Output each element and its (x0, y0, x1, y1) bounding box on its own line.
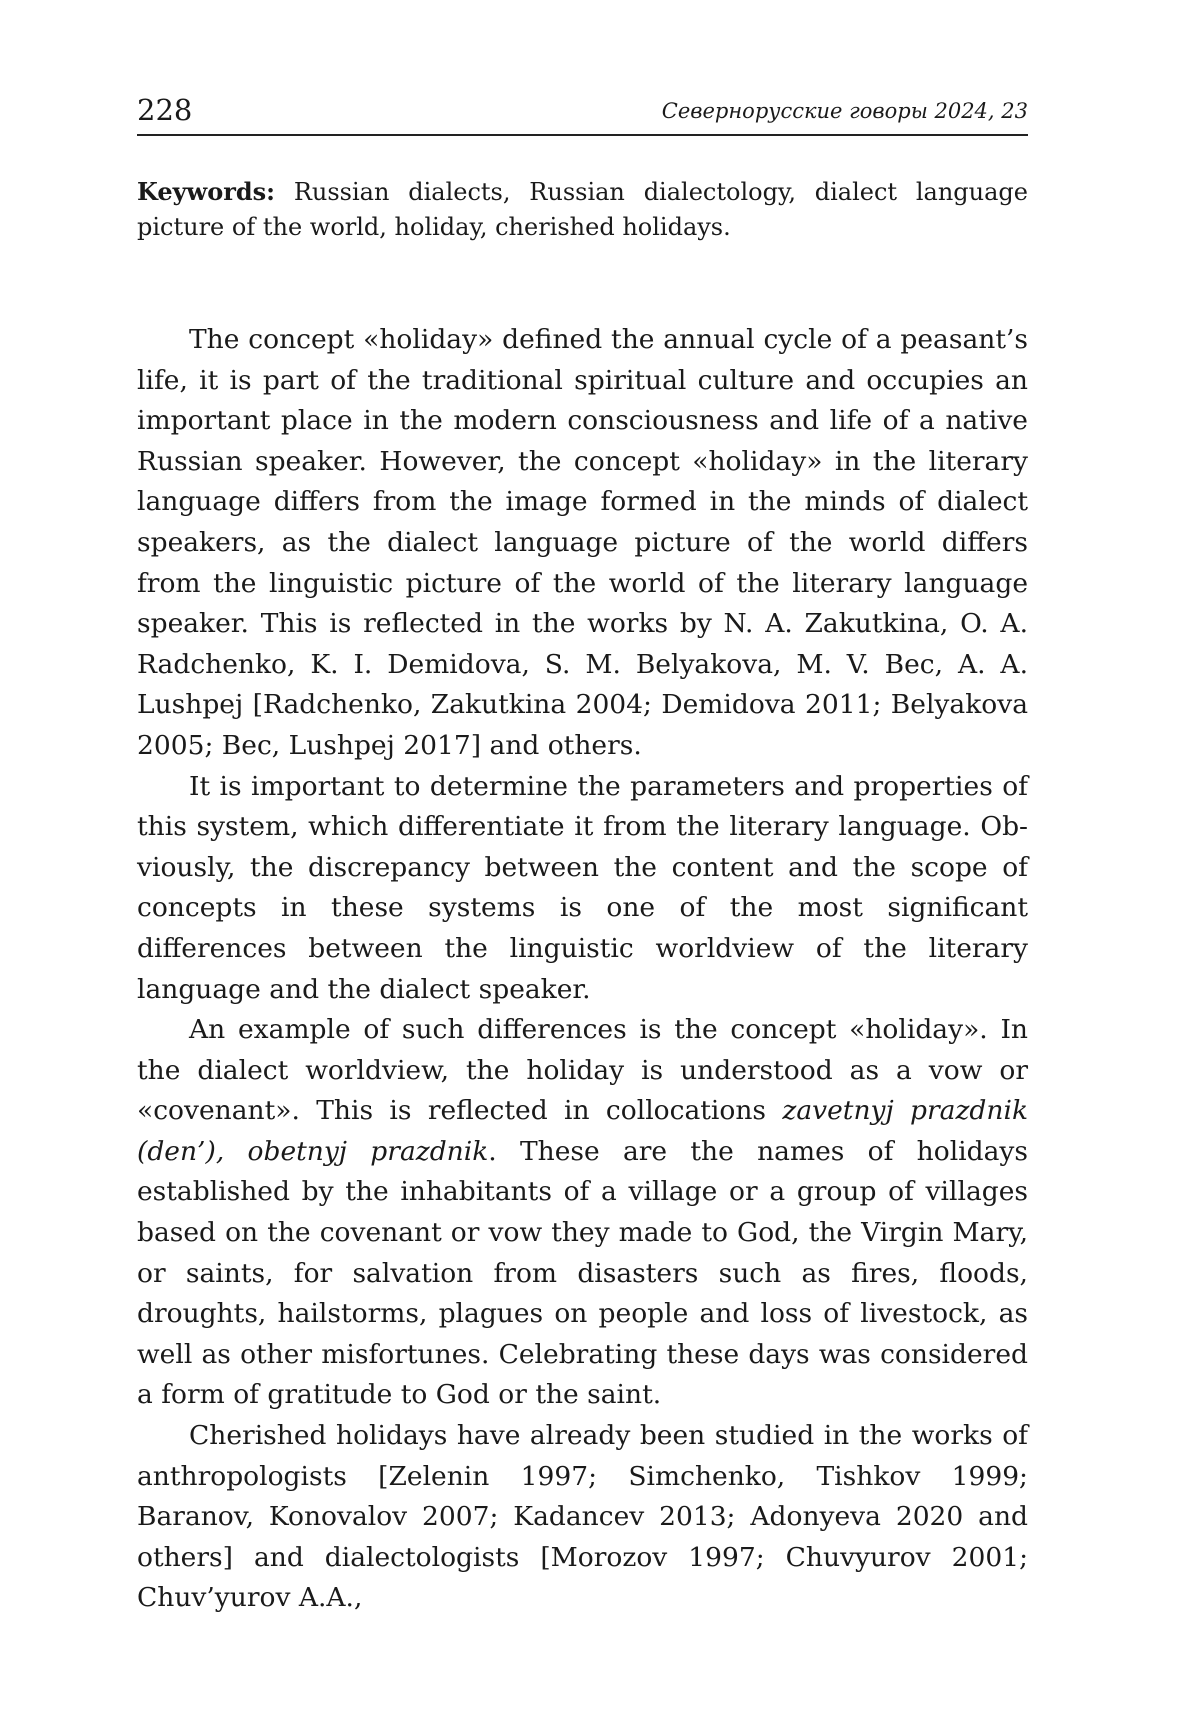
keywords-label: Keywords: (137, 177, 276, 206)
page-header (137, 93, 1028, 136)
article-body (137, 320, 1028, 1619)
paragraph-4: Cherished holidays have already been studied in the works of anthropologists [Zelenin 1997; Simchenko, Tishkov 1999; Baranov, Konovalov 2007; Kadancev 2013; Adonyeva 2020 and others] and dialectologists [Morozov 1997; Chuvyurov 2001; Chuv’yurov A.A., (137, 1420, 1028, 1614)
paragraph-1: The concept «holiday» defined the annual cycle of a peasant’s life, it is part of the traditional spiritual culture and occupies an important place in the modern consciousness and life of a native Russian speaker. However, the concept «holiday» in the literary language differs from the image formed in the minds of dialect speakers, as the dialect language picture of the world differs from the linguistic picture of the world of the literary language speaker. This is reflected in the works by N. A. Zakutkina, O. A. Radchenko, K. I. Demidova, S. M. Belyakova, M. V. Bec, A. A. Lushpej [Radchenko, Zakutkina 2004; Demidova 2011; Belyakova 2005; Bec, Lushpej 2017] and others. (137, 324, 1028, 761)
page (137, 93, 1029, 1619)
paragraph-2: It is important to determine the parameters and properties of this system, which differentiate it from the literary language. Obviously, the discrepancy between the content and the scope of concepts in these systems is one of the most significant differences between the linguistic worldview of the literary language and the dialect speaker. (137, 770, 1028, 1005)
paragraph-3-text-before: An example of such differences is the concept «holiday». In the dialect worldview, the holiday is understood as a vow or «covenant». This is reflected in collocations (137, 1014, 1028, 1127)
page-number: 228 (137, 93, 193, 127)
paragraph-3 (137, 1010, 1028, 1416)
paragraph-3-italic-terms: zavetnyj prazdnik (den’), obetnyj prazdnik (137, 1095, 1029, 1167)
keywords-text: Russian dialects, Russian dialectology, dialect language picture of the world, holiday, cherished holidays. (137, 178, 1028, 241)
paragraph-3-text-after: . These are the names of holidays established by the inhabitants of a village or a group of villages based on the covenant or vow they made to God, the Virgin Mary, or saints, for salvation from disasters such as fires, floods, droughts, hailstorms, plagues on people and loss of livestock, as well as other misfortunes. Celebrating these days was considered a form of gratitude to God or the saint. (137, 1135, 1028, 1411)
running-title: Севернорусские говоры 2024, 23 (661, 99, 1028, 123)
keywords-block (137, 174, 1028, 245)
